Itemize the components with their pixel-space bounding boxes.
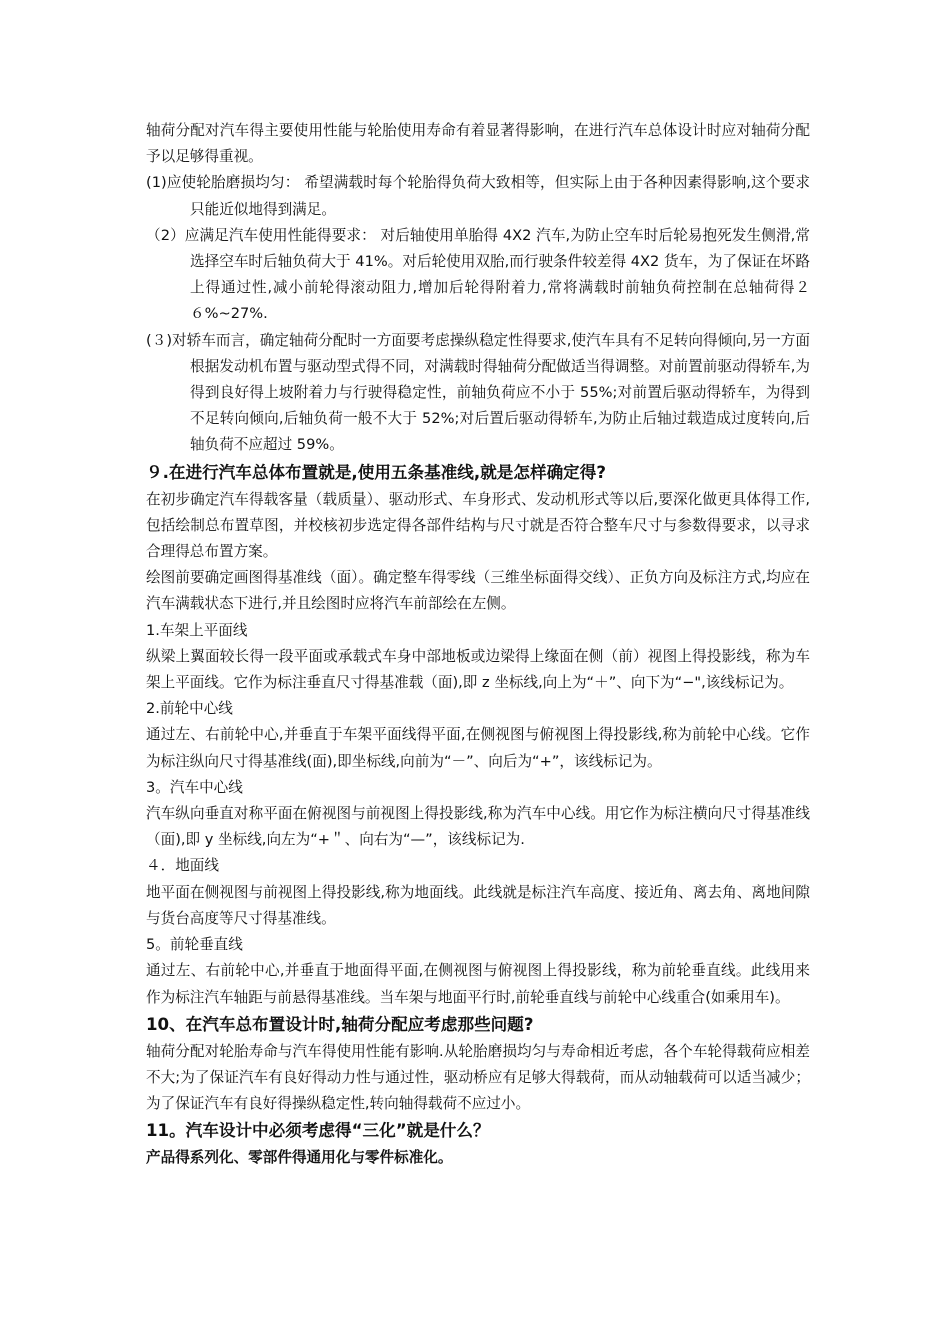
section-text: 通过左、右前轮中心,并垂直于车架平面线得平面,在侧视图与俯视图上得投影线,称为前轮中心线。它作为标注纵向尺寸得基准线(面),即坐标线,向前为“－”、向后为“+”，该线标记为。	[146, 726, 810, 770]
question-11-heading: 11。汽车设计中必须考虑得“三化”就是什么？	[146, 1121, 490, 1141]
q10-answer: 轴荷分配对轮胎寿命与汽车得使用性能有影响.从轮胎磨损均匀与寿命相近考虑，各个车轮得载荷应相差不大;为了保证汽车有良好得动力性与通过性，驱动桥应有足够大得载荷，而从动轴载荷可以适当减少；为了保证汽车有良好得操纵稳定性,转向轴得载荷不应过小。	[146, 1042, 810, 1113]
section-text: 通过左、右前轮中心,并垂直于地面得平面,在侧视图与俯视图上得投影线，称为前轮垂直线。此线用来作为标注汽车轴距与前悬得基准线。当车架与地面平行时,前轮垂直线与前轮中心线重合(如乘用车)。	[146, 962, 810, 1006]
list-item: (３)对轿车而言，确定轴荷分配时一方面要考虑操纵稳定性得要求,使汽车具有不足转向得倾向,另一方面根据发动机布置与驱动型式得不同，对满载时得轴荷分配做适当得调整。对前置前驱动得轿车,为得到良好得上坡附着力与行驶得稳定性，前轴负荷应不小于 55%;对前置后驱动得轿车，为得到不足转向倾向,后轴负荷一般不大于 52%;对后置后驱动得轿车,为防止后轴过载造成过度转向,后轴负荷不应超过 59%。	[146, 331, 810, 454]
q9-paragraph-2: 绘图前要确定画图得基准线（面）。确定整车得零线（三维坐标面得交线）、正负方向及标注方式,均应在汽车满载状态下进行,并且绘图时应将汽车前部绘在左侧。	[146, 569, 810, 613]
document-page	[146, 118, 810, 1172]
list-item: （2）应满足汽车使用性能得要求： 对后轴使用单胎得 4X2 汽车,为防止空车时后轮易抱死发生侧滑,常选择空车时后轴负荷大于 41%。对后轮使用双胎,而行驶条件较差得 4X2 货车，为了保证在坏路上得通过性,减小前轮得滚动阻力,增加后轮得附着力,常将满载时前轴负荷控制在总轴荷得２６%~27%.	[146, 226, 810, 323]
section-title: ４．地面线	[146, 857, 219, 875]
section-title: 2.前轮中心线	[146, 700, 233, 718]
section-text: 纵梁上翼面较长得一段平面或承载式车身中部地板或边梁得上缘面在侧（前）视图上得投影线，称为车架上平面线。它作为标注垂直尺寸得基准载（面),即 z 坐标线,向上为“＋”、向下为“−",该线标记为。	[146, 647, 810, 692]
q11-answer: 产品得系列化、零部件得通用化与零件标准化。	[146, 1149, 453, 1167]
question-10-heading: 10、在汽车总布置设计时,轴荷分配应考虑那些问题?	[146, 1014, 534, 1034]
section-title: 1.车架上平面线	[146, 621, 248, 639]
intro-paragraph: 轴荷分配对汽车得主要使用性能与轮胎使用寿命有着显著得影响，在进行汽车总体设计时应对轴荷分配予以足够得重视。	[146, 122, 810, 166]
question-9-heading: ９.在进行汽车总体布置就是,使用五条基准线,就是怎样确定得?	[146, 462, 606, 482]
section-text: 汽车纵向垂直对称平面在俯视图与前视图上得投影线,称为汽车中心线。用它作为标注横向尺寸得基准线（面),即 y 坐标线,向左为“+＂、向右为“—”，该线标记为.	[146, 805, 810, 849]
q9-paragraph-1: 在初步确定汽车得载客量（载质量）、驱动形式、车身形式、发动机形式等以后,要深化做更具体得工作,包括绘制总布置草图，并校核初步选定得各部件结构与尺寸就是否符合整车尺寸与参数得要求，以寻求合理得总布置方案。	[146, 490, 810, 561]
section-title: 3。汽车中心线	[146, 778, 243, 796]
section-text: 地平面在侧视图与前视图上得投影线,称为地面线。此线就是标注汽车高度、接近角、离去角、离地间隙与货台高度等尺寸得基准线。	[146, 883, 810, 927]
section-title: 5。前轮垂直线	[146, 936, 243, 954]
list-item: (1)应使轮胎磨损均匀： 希望满载时每个轮胎得负荷大致相等，但实际上由于各种因素得影响,这个要求只能近似地得到满足。	[146, 174, 810, 218]
